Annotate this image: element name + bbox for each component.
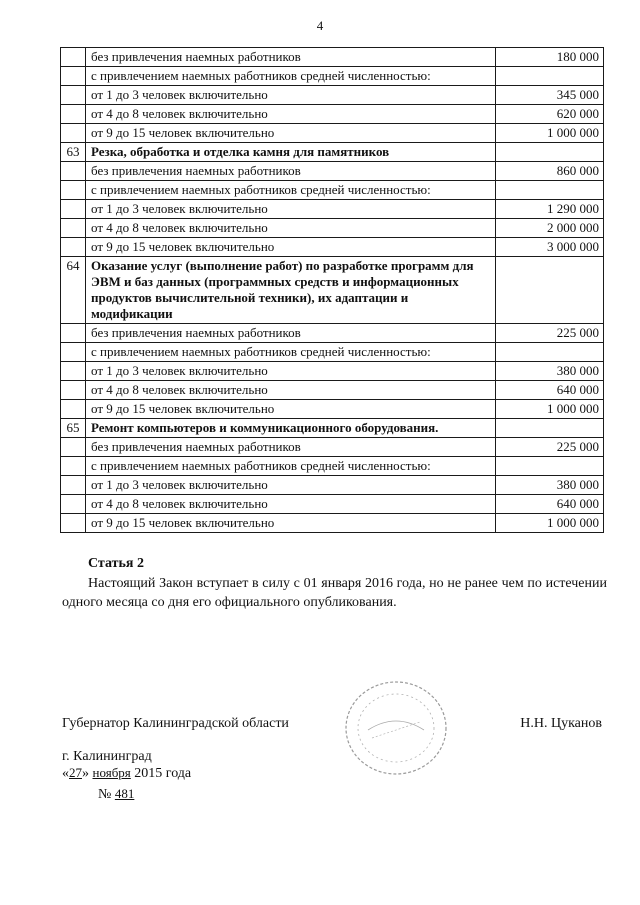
row-number xyxy=(61,343,86,362)
row-value: 180 000 xyxy=(496,48,604,67)
article-title: Статья 2 xyxy=(88,556,144,571)
row-number xyxy=(61,438,86,457)
row-number xyxy=(61,124,86,143)
date-open-quote: « xyxy=(62,766,69,781)
table-row xyxy=(61,105,604,124)
signatory-name: Н.Н. Цуканов xyxy=(520,716,602,731)
row-number xyxy=(61,86,86,105)
row-number xyxy=(61,324,86,343)
row-label: от 9 до 15 человек включительно xyxy=(86,238,496,257)
row-label: от 1 до 3 человек включительно xyxy=(86,200,496,219)
row-value xyxy=(496,457,604,476)
row-label: от 9 до 15 человек включительно xyxy=(86,124,496,143)
row-value xyxy=(496,181,604,200)
row-number xyxy=(61,219,86,238)
date-close-quote: » xyxy=(82,766,89,781)
row-value xyxy=(496,257,604,324)
row-label: без привлечения наемных работников xyxy=(86,48,496,67)
row-value: 860 000 xyxy=(496,162,604,181)
row-value: 1 290 000 xyxy=(496,200,604,219)
table-row xyxy=(61,124,604,143)
row-value: 225 000 xyxy=(496,438,604,457)
number-prefix: № xyxy=(98,787,112,802)
table-row xyxy=(61,238,604,257)
row-label: Оказание услуг (выполнение работ) по разработке программ для ЭВМ и баз данных (программных средств и информационных продуктов вычислительной техники), их адаптации и модификации xyxy=(86,257,496,324)
row-label: Ремонт компьютеров и коммуникационного оборудования. xyxy=(86,419,496,438)
row-number xyxy=(61,105,86,124)
page-number: 4 xyxy=(316,18,324,33)
row-label: без привлечения наемных работников xyxy=(86,438,496,457)
article-text: Настоящий Закон вступает в силу с 01 января 2016 года, но не ранее чем по истечении одного месяца со дня его официального опубликования. xyxy=(62,576,607,610)
row-number xyxy=(61,457,86,476)
table-section-row xyxy=(61,143,604,162)
fee-table-body xyxy=(61,48,604,533)
row-value: 345 000 xyxy=(496,86,604,105)
row-number xyxy=(61,67,86,86)
row-number xyxy=(61,181,86,200)
fee-table xyxy=(60,47,604,533)
row-label: от 1 до 3 человек включительно xyxy=(86,476,496,495)
row-label: от 4 до 8 человек включительно xyxy=(86,381,496,400)
date-year: 2015 года xyxy=(134,766,192,781)
row-value: 640 000 xyxy=(496,495,604,514)
row-number: 63 xyxy=(61,143,86,162)
row-number xyxy=(61,48,86,67)
row-value: 1 000 000 xyxy=(496,124,604,143)
row-value: 225 000 xyxy=(496,324,604,343)
row-label: с привлечением наемных работников средней численностью: xyxy=(86,181,496,200)
table-row xyxy=(61,476,604,495)
row-label: без привлечения наемных работников xyxy=(86,324,496,343)
official-seal-icon xyxy=(338,672,458,780)
row-number: 64 xyxy=(61,257,86,324)
table-row xyxy=(61,200,604,219)
row-number xyxy=(61,495,86,514)
row-label: с привлечением наемных работников средней численностью: xyxy=(86,343,496,362)
table-row xyxy=(61,362,604,381)
row-number xyxy=(61,400,86,419)
row-value: 620 000 xyxy=(496,105,604,124)
row-label: от 4 до 8 человек включительно xyxy=(86,495,496,514)
table-row xyxy=(61,495,604,514)
row-value: 2 000 000 xyxy=(496,219,604,238)
row-value xyxy=(496,143,604,162)
row-number xyxy=(61,162,86,181)
table-row xyxy=(61,67,604,86)
number-value: 481 xyxy=(114,786,135,801)
table-row xyxy=(61,400,604,419)
row-value: 1 000 000 xyxy=(496,514,604,533)
table-row xyxy=(61,86,604,105)
row-label: от 9 до 15 человек включительно xyxy=(86,400,496,419)
row-value: 640 000 xyxy=(496,381,604,400)
row-number xyxy=(61,362,86,381)
row-label: без привлечения наемных работников xyxy=(86,162,496,181)
row-value xyxy=(496,419,604,438)
row-label: от 1 до 3 человек включительно xyxy=(86,362,496,381)
table-row xyxy=(61,381,604,400)
table-row xyxy=(61,514,604,533)
row-value: 3 000 000 xyxy=(496,238,604,257)
signing-date xyxy=(62,765,191,782)
table-row xyxy=(61,343,604,362)
table-row xyxy=(61,162,604,181)
row-label: с привлечением наемных работников средней численностью: xyxy=(86,457,496,476)
date-day: 27 xyxy=(69,765,82,780)
date-month: ноября xyxy=(92,765,131,780)
city: г. Калининград xyxy=(62,749,152,764)
row-value: 380 000 xyxy=(496,476,604,495)
table-section-row xyxy=(61,257,604,324)
row-label: с привлечением наемных работников средней численностью: xyxy=(86,67,496,86)
table-row xyxy=(61,324,604,343)
row-number xyxy=(61,200,86,219)
table-row xyxy=(61,219,604,238)
table-row xyxy=(61,48,604,67)
table-row xyxy=(61,181,604,200)
row-number: 65 xyxy=(61,419,86,438)
table-row xyxy=(61,438,604,457)
table-section-row xyxy=(61,419,604,438)
row-label: Резка, обработка и отделка камня для памятников xyxy=(86,143,496,162)
row-label: от 1 до 3 человек включительно xyxy=(86,86,496,105)
table-row xyxy=(61,457,604,476)
row-value xyxy=(496,343,604,362)
row-number xyxy=(61,381,86,400)
row-label: от 4 до 8 человек включительно xyxy=(86,105,496,124)
row-number xyxy=(61,514,86,533)
row-number xyxy=(61,238,86,257)
row-value: 380 000 xyxy=(496,362,604,381)
row-number xyxy=(61,476,86,495)
row-value: 1 000 000 xyxy=(496,400,604,419)
row-label: от 9 до 15 человек включительно xyxy=(86,514,496,533)
row-label: от 4 до 8 человек включительно xyxy=(86,219,496,238)
law-number xyxy=(98,786,134,803)
signatory-position: Губернатор Калининградской области xyxy=(62,716,289,731)
row-value xyxy=(496,67,604,86)
